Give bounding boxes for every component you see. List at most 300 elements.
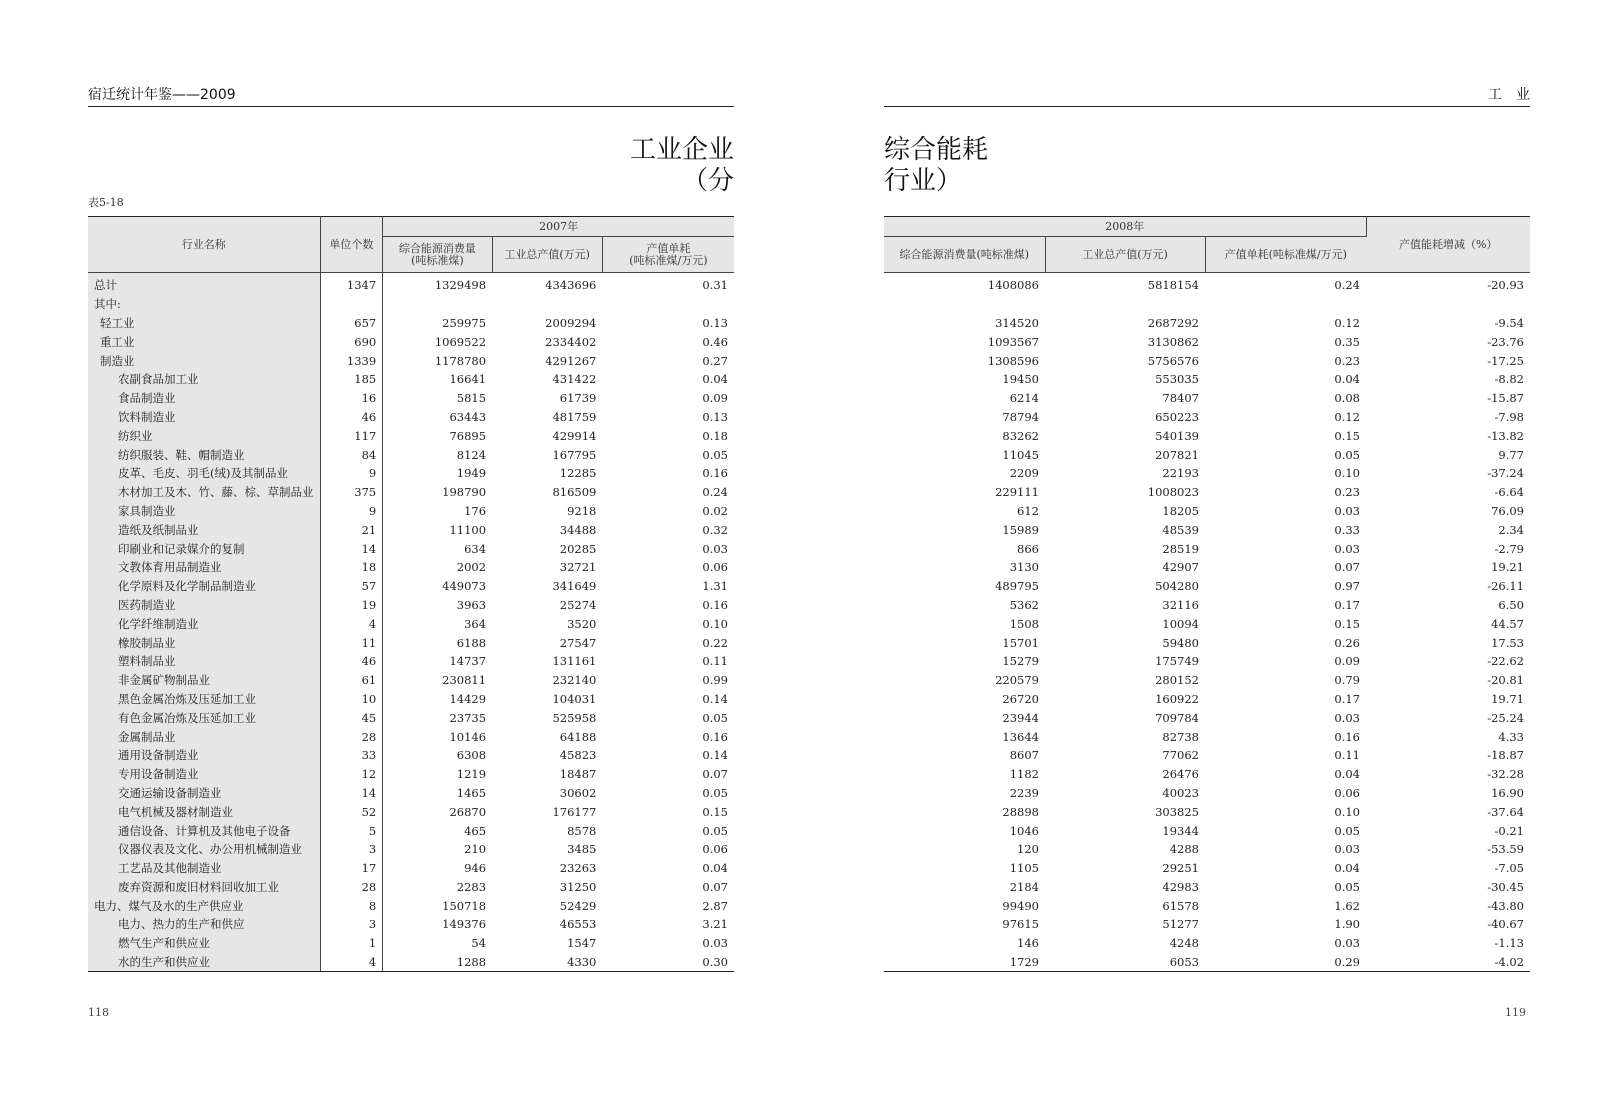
industry-name-cell: 重工业 [88, 332, 320, 351]
table-row [884, 878, 1530, 897]
output-2008-cell: 303825 [1155, 804, 1199, 819]
energy-2008-cell: 1182 [1009, 767, 1039, 782]
output-2007-cell: 31250 [559, 879, 597, 894]
table-row [88, 878, 734, 897]
change-pct-cell: -20.81 [1487, 673, 1524, 688]
table-row [884, 690, 1530, 709]
unit-count-cell: 57 [320, 577, 383, 596]
unit-cons-2007-cell: 0.09 [702, 391, 728, 406]
energy-2008-cell: 78794 [1002, 409, 1039, 424]
energy-2008-cell: 15989 [1002, 522, 1039, 537]
energy-2007-cell: 63443 [449, 409, 487, 424]
output-2008-cell: 650223 [1155, 409, 1199, 424]
table-row [884, 445, 1530, 464]
left-title-line2: （分 [681, 166, 734, 196]
industry-name-cell: 农副食品加工业 [88, 370, 320, 389]
unit-cons-2008-cell: 0.79 [1334, 673, 1360, 688]
table-row [88, 915, 734, 934]
output-2008-cell: 207821 [1155, 447, 1199, 462]
output-2008-cell: 82738 [1162, 729, 1199, 744]
industry-name-cell: 黑色金属冶炼及压延加工业 [88, 690, 320, 709]
energy-2008-cell: 83262 [1002, 428, 1039, 443]
output-2008-cell: 59480 [1162, 635, 1199, 650]
energy-2008-cell: 489795 [995, 579, 1039, 594]
energy-2007-cell [383, 295, 492, 314]
energy-2007-cell: 198790 [442, 485, 487, 500]
table-row [884, 727, 1530, 746]
unit-cons-2008-cell: 0.12 [1334, 409, 1360, 424]
industry-name-cell: 化学原料及化学制品制造业 [88, 577, 320, 596]
output-2007-cell: 2009294 [545, 315, 597, 330]
change-pct-cell [1366, 295, 1530, 314]
industry-name-cell: 交通运输设备制造业 [88, 784, 320, 803]
output-2007-cell: 64188 [559, 729, 597, 744]
unit-cons-2007-cell: 0.05 [702, 447, 728, 462]
energy-2007-cell: 259975 [442, 315, 487, 330]
output-2007-cell: 3485 [567, 842, 597, 857]
industry-name-cell: 电力、煤气及水的生产供应业 [88, 896, 320, 915]
table-row [884, 351, 1530, 370]
table-row [884, 765, 1530, 784]
industry-name-cell: 有色金属冶炼及压延加工业 [88, 708, 320, 727]
unit-cons-2007-cell: 0.05 [702, 710, 728, 725]
output-2007-cell: 20285 [559, 541, 597, 556]
unit-cons-2008-cell: 0.24 [1334, 278, 1360, 293]
change-pct-cell: -8.82 [1494, 372, 1524, 387]
right-page-number: 119 [1505, 1006, 1526, 1019]
unit-count-cell: 14 [320, 784, 383, 803]
output-2008-cell: 32116 [1162, 597, 1199, 612]
table-row [88, 577, 734, 596]
output-2008-cell: 4248 [1169, 936, 1199, 951]
col-header-change: 产值能耗增减（%） [1366, 217, 1530, 273]
change-pct-cell: -2.79 [1494, 541, 1524, 556]
output-2008-cell: 280152 [1155, 673, 1199, 688]
energy-2007-cell: 14429 [449, 691, 487, 706]
change-pct-cell: 16.90 [1491, 785, 1524, 800]
unit-count-cell: 10 [320, 690, 383, 709]
energy-2008-cell: 23944 [1002, 710, 1039, 725]
unit-count-cell: 9 [320, 502, 383, 521]
energy-2007-cell: 1288 [383, 953, 492, 972]
table-row [88, 765, 734, 784]
output-2008-cell: 40023 [1162, 785, 1199, 800]
output-2007-cell: 3520 [567, 616, 597, 631]
energy-label: 综合能源消费量 [398, 241, 476, 255]
industry-name-cell: 化学纤维制造业 [88, 614, 320, 633]
energy-2008-cell: 1729 [884, 953, 1045, 972]
unit-cons-2008-cell: 0.05 [1334, 823, 1360, 838]
table-row [88, 558, 734, 577]
energy-2007-cell: 23735 [449, 710, 487, 725]
industry-name-cell: 电气机械及器材制造业 [88, 802, 320, 821]
unit-cons-2008-cell: 0.03 [1334, 541, 1360, 556]
output-2008-cell: 160922 [1155, 691, 1199, 706]
unit-cons-2008-cell: 0.05 [1334, 879, 1360, 894]
energy-2007-cell: 2283 [456, 879, 487, 894]
left-page-number: 118 [88, 1006, 109, 1019]
change-pct-cell: -53.59 [1487, 842, 1524, 857]
output-2008-cell: 553035 [1155, 372, 1199, 387]
unit-cons-2008-cell: 0.10 [1334, 804, 1360, 819]
table-row [884, 332, 1530, 351]
table-row [884, 784, 1530, 803]
unit-cons-2007-cell: 0.11 [702, 654, 728, 669]
table-row [88, 934, 734, 953]
unit-count-cell: 21 [320, 520, 383, 539]
table-row [884, 558, 1530, 577]
output-2008-cell: 5818154 [1147, 278, 1199, 293]
energy-2007-cell: 364 [464, 616, 487, 631]
energy-2008-cell: 220579 [995, 673, 1039, 688]
table-row [884, 821, 1530, 840]
table-row [884, 577, 1530, 596]
output-2007-cell: 104031 [552, 691, 597, 706]
col-header-unitcons-2008: 产值单耗(吨标准煤/万元) [1205, 237, 1366, 273]
unit-count-cell: 45 [320, 708, 383, 727]
change-pct-cell: 17.53 [1491, 635, 1524, 650]
industry-name-cell: 饮料制造业 [88, 408, 320, 427]
unit-count-cell: 84 [320, 445, 383, 464]
energy-2007-cell: 1069522 [434, 334, 487, 349]
unit-count-cell: 28 [320, 878, 383, 897]
energy-2007-cell: 6308 [456, 748, 487, 763]
energy-2008-cell: 1093567 [987, 334, 1039, 349]
unit-cons-2008-cell: 0.11 [1334, 748, 1360, 763]
energy-2007-cell: 210 [464, 842, 487, 857]
unit-cons-2008-cell: 0.09 [1334, 654, 1360, 669]
table-row [88, 408, 734, 427]
unit-count-cell: 4 [320, 953, 383, 972]
table-row [88, 746, 734, 765]
energy-2008-cell: 19450 [1002, 372, 1039, 387]
table-row [88, 859, 734, 878]
unit-cons-2007-cell: 0.22 [702, 635, 728, 650]
unit-count-cell: 3 [320, 915, 383, 934]
unit-count-cell: 18 [320, 558, 383, 577]
table-row [884, 746, 1530, 765]
unit-cons-2008-cell: 0.17 [1334, 597, 1360, 612]
unit-cons-2007-cell: 1.31 [702, 579, 728, 594]
energy-2007-cell: 1949 [456, 466, 487, 481]
energy-2007-cell: 11100 [449, 522, 487, 537]
energy-2007-cell: 54 [471, 936, 487, 951]
industry-name-cell: 燃气生产和供应业 [88, 934, 320, 953]
energy-2008-cell: 5362 [1009, 597, 1039, 612]
unit-cons-2008-cell: 1.62 [1334, 898, 1360, 913]
output-2008-cell: 18205 [1162, 503, 1199, 518]
change-pct-cell: -15.87 [1487, 391, 1524, 406]
energy-2008-cell: 1408086 [987, 278, 1039, 293]
unit-count-cell: 46 [320, 652, 383, 671]
output-2007-cell: 431422 [552, 372, 597, 387]
output-2008-cell: 10094 [1162, 616, 1199, 631]
unit-cons-2007-cell: 0.10 [702, 616, 728, 631]
unit-cons-2008-cell: 0.04 [1334, 767, 1360, 782]
output-2008-cell: 22193 [1162, 466, 1199, 481]
energy-2008-cell: 314520 [995, 315, 1039, 330]
col-header-unitcons-2007 [602, 237, 734, 273]
energy-2007-cell: 946 [464, 861, 487, 876]
energy-2007-cell: 8124 [456, 447, 487, 462]
industry-name-cell: 其中: [88, 295, 320, 314]
table-row [88, 614, 734, 633]
unit-cons-2008-cell [1205, 295, 1366, 314]
right-running-header: 工 业 [884, 84, 1530, 107]
energy-2008-cell: 15701 [1002, 635, 1039, 650]
output-2008-cell: 504280 [1155, 579, 1199, 594]
energy-2007-cell: 3963 [456, 597, 487, 612]
unit-count-cell: 1 [320, 934, 383, 953]
output-2007-cell: 429914 [552, 428, 597, 443]
unit-cons-2008-cell: 0.08 [1334, 391, 1360, 406]
unit-cons-2007-cell: 0.14 [702, 691, 728, 706]
unit-cons-2007-cell: 0.04 [702, 861, 728, 876]
table-row [884, 596, 1530, 615]
unit-cons-2008-cell: 1.90 [1334, 917, 1360, 932]
table-row [884, 671, 1530, 690]
industry-name-cell: 非金属矿物制品业 [88, 671, 320, 690]
output-2008-cell: 29251 [1162, 861, 1199, 876]
output-2007-cell: 34488 [559, 522, 597, 537]
energy-2007-cell: 16641 [449, 372, 487, 387]
energy-2008-cell: 28898 [1002, 804, 1039, 819]
industry-name-cell: 造纸及纸制品业 [88, 520, 320, 539]
output-2007-cell: 4330 [492, 953, 602, 972]
industry-name-cell: 工艺品及其他制造业 [88, 859, 320, 878]
energy-2008-cell: 13644 [1002, 729, 1039, 744]
table-row [88, 708, 734, 727]
change-pct-cell: -13.82 [1487, 428, 1524, 443]
unit-count-cell: 5 [320, 821, 383, 840]
table-row [88, 633, 734, 652]
table-row [88, 351, 734, 370]
unit-cons-2007-cell: 0.04 [702, 372, 728, 387]
change-pct-cell: 9.77 [1498, 447, 1524, 462]
unit-count-cell: 46 [320, 408, 383, 427]
table-row [88, 840, 734, 859]
output-2008-cell: 61578 [1162, 898, 1199, 913]
table-row [88, 690, 734, 709]
unit-cons-2008-cell: 0.06 [1334, 785, 1360, 800]
industry-name-cell: 皮革、毛皮、羽毛(绒)及其制品业 [88, 464, 320, 483]
unit-cons-2008-cell: 0.10 [1334, 466, 1360, 481]
table-row [88, 445, 734, 464]
left-running-header: 宿迁统计年鉴——2009 [88, 84, 734, 107]
table-row [88, 539, 734, 558]
energy-2008-cell: 97615 [1002, 917, 1039, 932]
table-row [88, 295, 734, 314]
unit-cons-2008-cell: 0.07 [1334, 560, 1360, 575]
table-row [884, 426, 1530, 445]
unit-cons-2007-cell: 0.16 [702, 597, 728, 612]
table-row [88, 784, 734, 803]
output-2007-cell: 46553 [559, 917, 597, 932]
output-2007-cell: 481759 [552, 409, 597, 424]
table-2008 [884, 216, 1530, 972]
col-header-energy-2007 [383, 237, 492, 273]
unit-count-cell [320, 295, 383, 314]
output-2007-cell: 18487 [559, 767, 597, 782]
energy-2008-cell: 2184 [1009, 879, 1039, 894]
unit-cons-2008-cell: 0.03 [1334, 842, 1360, 857]
table-row [88, 652, 734, 671]
energy-2007-cell: 5815 [456, 391, 487, 406]
table-row [884, 802, 1530, 821]
table-number-label: 表5-18 [88, 196, 124, 209]
table-row [884, 295, 1530, 314]
table-row [884, 614, 1530, 633]
output-2007-cell: 27547 [559, 635, 597, 650]
output-2008-cell: 3130862 [1147, 334, 1199, 349]
unit-cons-2008-cell: 0.35 [1334, 334, 1360, 349]
table-row [884, 934, 1530, 953]
unit-cons-2008-cell: 0.17 [1334, 691, 1360, 706]
table-row [884, 464, 1530, 483]
unit-cons-2008-cell: 0.15 [1334, 616, 1360, 631]
output-2008-cell: 540139 [1155, 428, 1199, 443]
output-2008-cell: 26476 [1162, 767, 1199, 782]
table-row [884, 520, 1530, 539]
change-pct-cell: 19.71 [1491, 691, 1524, 706]
unit-cons-2007-cell: 0.14 [702, 748, 728, 763]
table-row [884, 539, 1530, 558]
output-2008-cell: 175749 [1155, 654, 1199, 669]
output-2007-cell: 52429 [559, 898, 597, 913]
table-row [88, 389, 734, 408]
table-row [884, 708, 1530, 727]
change-pct-cell: -6.64 [1494, 485, 1524, 500]
output-2007-cell: 45823 [559, 748, 597, 763]
industry-name-cell: 印刷业和记录媒介的复制 [88, 539, 320, 558]
energy-2008-cell: 612 [1017, 503, 1039, 518]
change-pct-cell: -7.05 [1494, 861, 1524, 876]
table-row [884, 915, 1530, 934]
unit-cons-2007-cell: 0.05 [702, 823, 728, 838]
table-row [884, 633, 1530, 652]
output-2007-cell: 9218 [567, 503, 597, 518]
energy-2007-cell: 2002 [456, 560, 487, 575]
unit-cons-2007-cell: 0.30 [602, 953, 734, 972]
output-2007-cell: 816509 [552, 485, 597, 500]
table-row [884, 896, 1530, 915]
output-2007-cell: 4343696 [545, 278, 597, 293]
unit-cons-2007-cell: 0.06 [702, 842, 728, 857]
industry-name-cell: 通用设备制造业 [88, 746, 320, 765]
unit-cons-2008-cell: 0.04 [1334, 861, 1360, 876]
left-title-line1: 工业企业 [629, 135, 734, 165]
table-row [88, 370, 734, 389]
industry-name-cell: 家具制造业 [88, 502, 320, 521]
output-2008-cell: 19344 [1162, 823, 1199, 838]
output-2007-cell: 25274 [559, 597, 597, 612]
unit-cons-2007-cell: 0.27 [702, 353, 728, 368]
right-page-title [884, 135, 1184, 197]
change-pct-cell: -18.87 [1487, 748, 1524, 763]
output-2007-cell: 32721 [559, 560, 597, 575]
industry-name-cell: 食品制造业 [88, 389, 320, 408]
table-row [884, 483, 1530, 502]
table-row [884, 859, 1530, 878]
table-row [88, 671, 734, 690]
industry-name-cell: 通信设备、计算机及其他电子设备 [88, 821, 320, 840]
unit-cons-2008-cell: 0.23 [1334, 485, 1360, 500]
energy-2007-cell: 14737 [449, 654, 487, 669]
unit-cons-2007-cell: 0.15 [702, 804, 728, 819]
col-header-output-2007: 工业总产值(万元) [492, 237, 602, 273]
unit-cons-2008-cell: 0.26 [1334, 635, 1360, 650]
change-pct-cell: -4.02 [1366, 953, 1530, 972]
change-pct-cell: -25.24 [1487, 710, 1524, 725]
unit-cons-2007-cell: 0.03 [702, 541, 728, 556]
unit-cons-2007-cell: 0.03 [702, 936, 728, 951]
output-2008-cell: 77062 [1162, 748, 1199, 763]
right-title-line1: 综合能耗 [884, 135, 989, 165]
energy-2008-cell: 26720 [1002, 691, 1039, 706]
output-2008-cell: 48539 [1162, 522, 1199, 537]
change-pct-cell: -37.64 [1487, 804, 1524, 819]
output-2008-cell: 42983 [1162, 879, 1199, 894]
industry-name-cell: 总计 [88, 273, 320, 295]
unit-count-cell: 11 [320, 633, 383, 652]
unit-cons-2008-cell: 0.23 [1334, 353, 1360, 368]
unit-count-cell: 19 [320, 596, 383, 615]
industry-name-cell: 制造业 [88, 351, 320, 370]
unit-count-cell: 16 [320, 389, 383, 408]
unit-cons-2007-cell: 2.87 [702, 898, 728, 913]
unitcons-label: 产值单耗 [646, 241, 691, 255]
industry-name-cell: 纺织服装、鞋、帽制造业 [88, 445, 320, 464]
unit-count-cell: 33 [320, 746, 383, 765]
industry-name-cell: 水的生产和供应业 [88, 953, 320, 972]
energy-2008-cell: 146 [1017, 936, 1039, 951]
change-pct-cell: -32.28 [1487, 767, 1524, 782]
table-row [88, 596, 734, 615]
right-title-line2: 行业） [884, 166, 963, 196]
change-pct-cell: -26.11 [1487, 579, 1524, 594]
industry-name-cell: 纺织业 [88, 426, 320, 445]
energy-2007-cell: 1329498 [434, 278, 487, 293]
unit-cons-2008-cell: 0.03 [1334, 503, 1360, 518]
table-row [884, 314, 1530, 333]
change-pct-cell: 6.50 [1498, 597, 1524, 612]
output-2008-cell [1045, 295, 1205, 314]
unit-count-cell: 3 [320, 840, 383, 859]
table-row [88, 502, 734, 521]
col-header-energy-2008: 综合能源消费量(吨标准煤) [884, 237, 1045, 273]
change-pct-cell: -40.67 [1487, 917, 1524, 932]
energy-2008-cell: 120 [1017, 842, 1039, 857]
energy-2007-cell: 1219 [456, 767, 487, 782]
change-pct-cell: -20.93 [1487, 278, 1524, 293]
unit-count-cell: 52 [320, 802, 383, 821]
output-2007-cell: 525958 [552, 710, 597, 725]
energy-2007-cell: 465 [464, 823, 487, 838]
output-2007-cell: 4291267 [545, 353, 597, 368]
table-row [88, 953, 734, 972]
energy-2007-cell: 26870 [449, 804, 487, 819]
industry-name-cell: 仪器仪表及文化、办公用机械制造业 [88, 840, 320, 859]
unit-cons-2008-cell: 0.04 [1334, 372, 1360, 387]
energy-2008-cell: 1046 [1009, 823, 1039, 838]
output-2007-cell [492, 295, 602, 314]
industry-name-cell: 塑料制品业 [88, 652, 320, 671]
change-pct-cell: -43.80 [1487, 898, 1524, 913]
table-row [88, 314, 734, 333]
unit-count-cell: 4 [320, 614, 383, 633]
output-2008-cell: 709784 [1155, 710, 1199, 725]
output-2007-cell: 61739 [559, 391, 597, 406]
